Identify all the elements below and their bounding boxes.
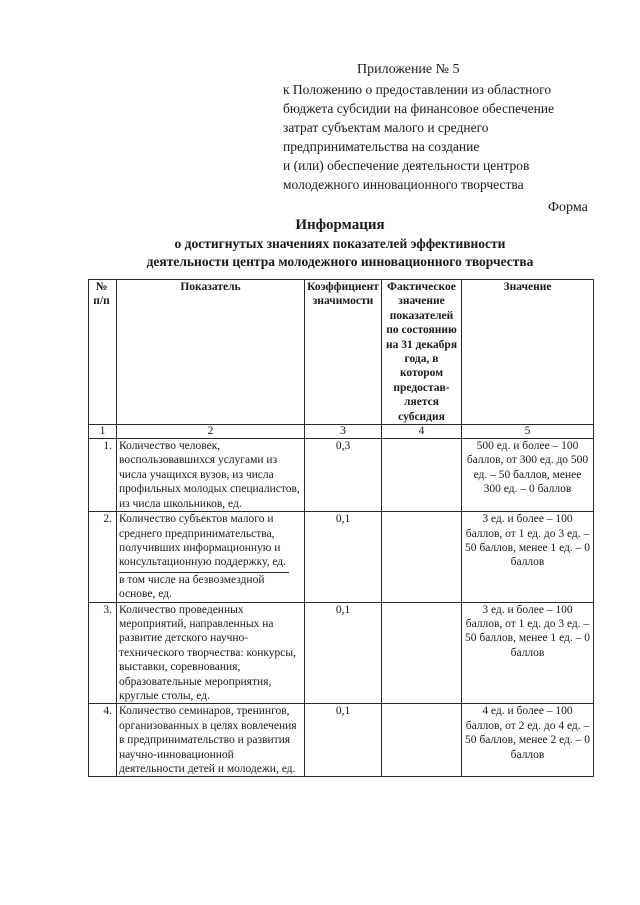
document-title: Информация [295, 217, 385, 233]
table-row [89, 704, 594, 777]
column-number: 4 [382, 425, 462, 439]
row-coefficient: 0,1 [305, 602, 382, 704]
row-coefficient: 0,1 [305, 512, 382, 602]
row-value: 4 ед. и более – 100 баллов, от 2 ед. до 4 ед. – 50 баллов, менее 2 ед. – 0 баллов [462, 704, 594, 777]
table-row [89, 439, 594, 512]
row-number: 3. [89, 602, 117, 704]
appendix-line: бюджета субсидии на финансовое обеспечение [283, 101, 555, 116]
row-indicator [117, 512, 305, 602]
document-subtitle: о достигнутых значениях показателей эффективности [174, 236, 506, 251]
row-actual-value [382, 439, 462, 512]
appendix-reference [283, 80, 613, 194]
row-actual-value [382, 602, 462, 704]
row-indicator-main: Количество субъектов малого и среднего предпринимательства, получивших информационную и консультационную поддержку, ед. [119, 513, 287, 569]
header-num: № п/п [89, 280, 117, 425]
row-coefficient: 0,3 [305, 439, 382, 512]
column-number: 2 [117, 425, 305, 439]
table-header-row [89, 280, 594, 425]
row-number: 4. [89, 704, 117, 777]
table-row [89, 602, 594, 704]
header-indicator: Показатель [117, 280, 305, 425]
column-number: 5 [462, 425, 594, 439]
column-number: 1 [89, 425, 117, 439]
appendix-line: предпринимательства на создание [283, 139, 480, 154]
row-value: 500 ед. и более – 100 баллов, от 300 ед. до 500 ед. – 50 баллов, менее 300 ед. – 0 баллов [462, 439, 594, 512]
header-actual-value: Фактическое значение показателей по состоянию на 31 декабря года, в котором предостав-ляется субсидия [382, 280, 462, 425]
row-indicator: Количество человек, воспользовавшихся услугами из числа учащихся вузов, из числа профильных молодых специалистов, из числа школьников, ед. [117, 439, 305, 512]
document-subtitle-line: деятельности центра молодежного инновационного творчества [146, 254, 534, 269]
row-number: 1. [89, 439, 117, 512]
row-value: 3 ед. и более – 100 баллов, от 1 ед. до 3 ед. – 50 баллов, менее 1 ед. – 0 баллов [462, 602, 594, 704]
appendix-line: и (или) обеспечение деятельности центров [283, 158, 530, 173]
appendix-line: затрат субъектам малого и среднего [283, 120, 489, 135]
header-coefficient: Коэффициент значимости [305, 280, 382, 425]
row-number: 2. [89, 512, 117, 602]
row-indicator: Количество семинаров, тренингов, организованных в целях вовлечения в предпринимательство и развития научно-инновационной деятельности детей и молодежи, ед. [117, 704, 305, 777]
column-number: 3 [305, 425, 382, 439]
table-row [89, 512, 594, 602]
row-value: 3 ед. и более – 100 баллов, от 1 ед. до 3 ед. – 50 баллов, менее 1 ед. – 0 баллов [462, 512, 594, 602]
indicators-table [88, 279, 594, 777]
appendix-title: Приложение № 5 [357, 62, 460, 77]
row-coefficient: 0,1 [305, 704, 382, 777]
row-actual-value [382, 704, 462, 777]
row-actual-value [382, 512, 462, 602]
form-label: Форма [548, 200, 588, 215]
row-indicator: Количество проведенных мероприятий, направленных на развитие детского научно-технического творчества: конкурсы, выставки, соревнования, образовательные мероприятия, круглые столы, ед. [117, 602, 305, 704]
header-value: Значение [462, 280, 594, 425]
appendix-line: молодежного инновационного творчества [283, 177, 524, 192]
appendix-line: к Положению о предоставлении из областного [283, 82, 552, 97]
row-indicator-sub: в том числе на безвозмездной основе, ед. [119, 572, 289, 602]
column-number-row [89, 425, 594, 439]
